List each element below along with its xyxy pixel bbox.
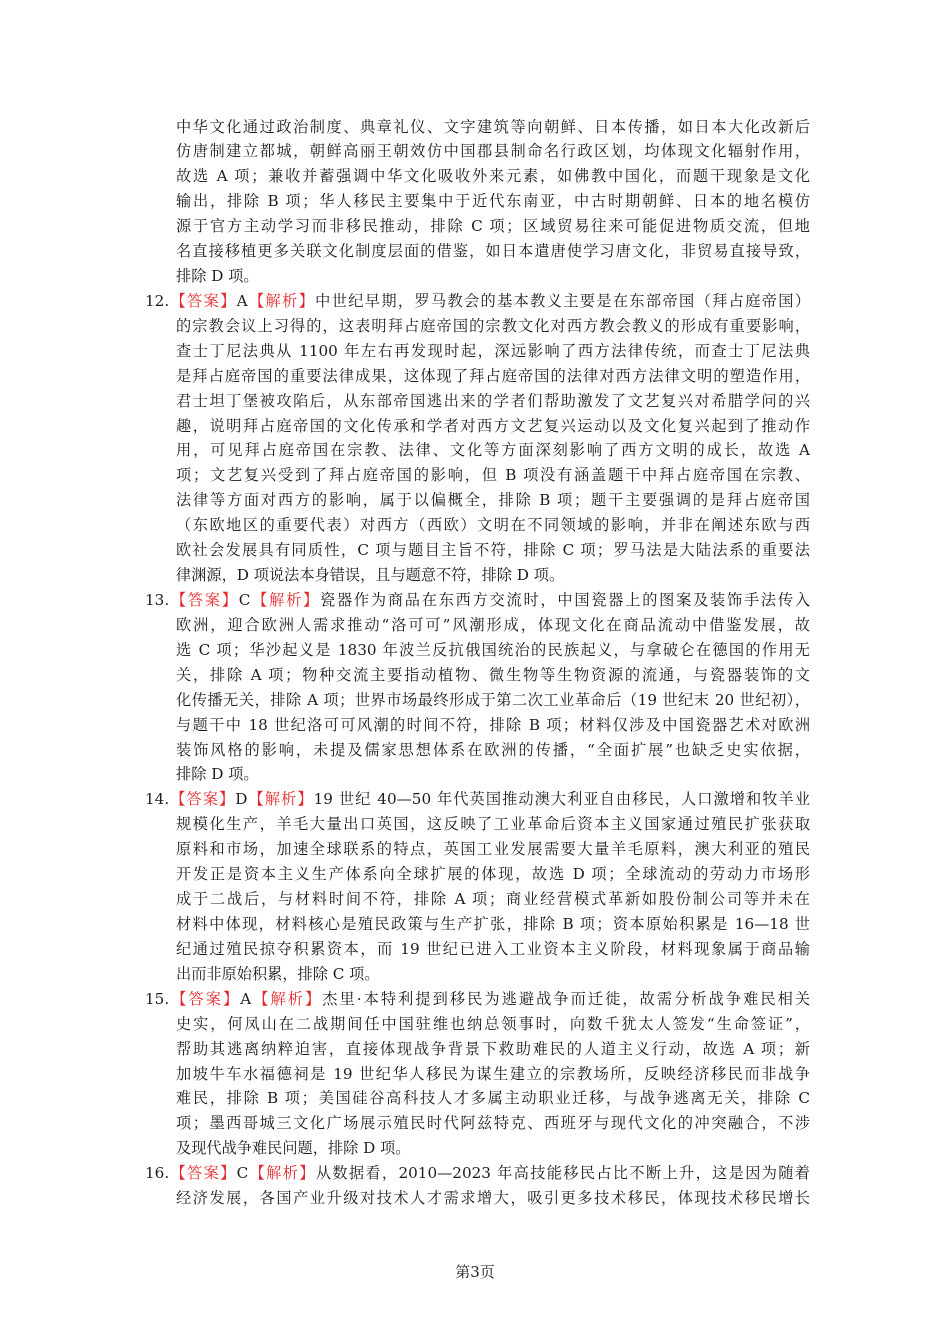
item-number: 12. — [145, 291, 170, 310]
answer-letter: C — [236, 1164, 249, 1183]
analysis-line: 史实，何凤山在二战期间任中国驻维也纳总领事时，向数千犹太人签发“生命签证”， — [176, 1014, 810, 1033]
analysis-line: 用，可见拜占庭帝国在宗教、法律、文化等方面深刻影响了西方文明的成长，故选 A — [176, 441, 810, 460]
analysis-line: 趣，说明拜占庭帝国的文化传承和学者对西方文艺复兴运动以及文化复兴起到了推动作 — [176, 416, 810, 435]
item-first-line — [145, 1161, 810, 1186]
analysis-label: 【解析】 — [248, 1164, 316, 1183]
answer-label: 【答案】 — [169, 591, 239, 610]
analysis-line: 与题干中 18 世纪洛可可风潮的时间不符，排除 B 项；材料仅涉及中国瓷器艺术对欧洲 — [176, 715, 810, 734]
answer-label: 【答案】 — [169, 790, 236, 809]
item-first-line — [145, 987, 810, 1012]
item-first-line — [145, 588, 810, 613]
answer-item-14 — [0, 787, 950, 986]
analysis-text: 19 世纪 40—50 年代英国推动澳大利亚自由移民，人口激增和牧羊业 — [313, 790, 810, 809]
analysis-line: 项；文艺复兴受到了拜占庭帝国的影响，但 B 项没有涵盖题干中拜占庭帝国在宗教、 — [176, 466, 810, 485]
analysis-line: 欧洲，迎合欧洲人需求推动“洛可可”风潮形成，体现文化在商品流动中借鉴发展，故 — [176, 615, 810, 634]
analysis-line: 选 C 项；华沙起义是 1830 年波兰反抗俄国统治的民族起义，与拿破仑在德国的作用无 — [176, 640, 810, 659]
answer-label: 【答案】 — [169, 1164, 237, 1183]
analysis-line: 是拜占庭帝国的重要法律成果，这体现了拜占庭帝国的法律对西方法律文明的塑造作用， — [176, 366, 810, 385]
analysis-line: （东欧地区的重要代表）对西方（西欧）文明在不同领域的影响，并非在阐述东欧与西 — [176, 516, 810, 535]
analysis-text: 杰里·本特利提到移民为逃避战争而迁徙，故需分析战争难民相关 — [322, 989, 810, 1008]
analysis-line: 装饰风格的影响，未提及儒家思想体系在欧洲的传播，“全面扩展”也缺乏史实依据， — [176, 740, 810, 759]
analysis-label: 【解析】 — [251, 989, 323, 1008]
item-first-line — [145, 787, 810, 812]
analysis-line: 材料中体现，材料核心是殖民政策与生产扩张，排除 B 项；资本原始积累是 16—18 世 — [176, 915, 810, 933]
analysis-line: 关，排除 A 项；物种交流主要指动植物、微生物等生物资源的流通，与瓷器装饰的文 — [176, 665, 810, 684]
analysis-line: 出而非原始积累，排除 C 项。 — [176, 964, 380, 983]
item-number: 15. — [145, 989, 170, 1008]
analysis-line: 君士坦丁堡被攻陷后，从东部帝国逃出来的学者们帮助激发了文艺复兴对希腊学问的兴 — [176, 391, 810, 410]
analysis-label: 【解析】 — [247, 790, 314, 809]
paragraph-line: 名直接移植更多关联文化制度层面的借鉴，如日本遣唐使学习唐文化，非贸易直接导致， — [176, 242, 810, 261]
item-number: 16. — [145, 1164, 170, 1183]
analysis-line: 查士丁尼法典从 1100 年左右再发现时起，深远影响了西方法律传统，而查士丁尼法典 — [176, 341, 810, 360]
analysis-line: 成于二战后，与材料时间不符，排除 A 项；商业经营模式革新如股份制公司等并未在 — [176, 890, 810, 909]
analysis-line: 帮助其逃离纳粹迫害，直接体现战争背景下救助难民的人道主义行动，故选 A 项；新 — [176, 1039, 810, 1058]
analysis-line: 律渊源，D 项说法本身错误，且与题意不符，排除 D 项。 — [176, 566, 565, 585]
item-number: 14. — [145, 790, 170, 809]
analysis-line: 及现代战争难民问题，排除 D 项。 — [176, 1139, 411, 1158]
answer-label: 【答案】 — [169, 989, 241, 1008]
answer-item-15 — [0, 987, 950, 1161]
answer-item-16 — [0, 1161, 950, 1211]
analysis-text: 从数据看，2010—2023 年高技能移民占比不断上升，这是因为随着 — [315, 1164, 810, 1183]
analysis-text: 中世纪早期，罗马教会的基本教义主要是在东部帝国（拜占庭帝国） — [315, 291, 810, 310]
paragraph-line: 仿唐制建立都城，朝鲜高丽王朝效仿中国郡县制命名行政区划，均体现文化辐射作用， — [176, 142, 810, 161]
analysis-line: 经济发展，各国产业升级对技术人才需求增大，吸引更多技术移民，体现技术移民增长 — [176, 1189, 810, 1208]
answer-letter: C — [238, 591, 251, 610]
analysis-text: 瓷器作为商品在东西方交流时，中国瓷器上的图案及装饰手法传入 — [320, 591, 810, 610]
answer-letter: A — [240, 989, 252, 1008]
paragraph-line: 中华文化通过政治制度、典章礼仪、文字建筑等向朝鲜、日本传播，如日本大化改新后 — [176, 117, 810, 136]
paragraph-line: 输出，排除 B 项；华人移民主要集中于近代东南亚，中古时期朝鲜、日本的地名模仿 — [176, 192, 810, 211]
answer-item-12 — [0, 289, 950, 588]
analysis-line: 法律等方面对西方的影响，属于以偏概全，排除 B 项；题干主要强调的是拜占庭帝国 — [176, 491, 810, 510]
continued-paragraph — [0, 115, 950, 289]
answer-label: 【答案】 — [169, 291, 237, 310]
answer-item-13 — [0, 588, 950, 787]
analysis-line: 化传播无关，排除 A 项；世界市场最终形成于第二次工业革命后（19 世纪末 20 世纪初）， — [176, 690, 810, 709]
analysis-label: 【解析】 — [250, 591, 320, 610]
analysis-line: 的宗教会议上习得的，这表明拜占庭帝国的宗教文化对西方教会教义的形成有重要影响， — [176, 316, 810, 335]
analysis-line: 加坡牛车水福德祠是 19 世纪华人移民为谋生建立的宗教场所，反映经济移民而非战争 — [176, 1064, 810, 1083]
analysis-line: 原料和市场，加速全球联系的特点，英国工业发展需要大量羊毛原料，澳大利亚的殖民 — [176, 840, 810, 859]
analysis-line: 欧社会发展具有同质性，C 项与题目主旨不符，排除 C 项；罗马法是大陆法系的重要法 — [176, 541, 810, 560]
answer-letter: A — [236, 291, 248, 310]
analysis-line: 项；墨西哥城三文化广场展示殖民时代阿兹特克、西班牙与现代文化的冲突融合，不涉 — [176, 1114, 810, 1133]
analysis-line: 规模化生产，羊毛大量出口英国，这反映了工业革命后资本主义国家通过殖民扩张获取 — [176, 815, 810, 834]
paragraph-line: 源于官方主动学习而非移民推动，排除 C 项；区域贸易往来可能促进物质交流，但地 — [176, 217, 810, 236]
item-first-line — [145, 289, 810, 314]
analysis-line: 排除 D 项。 — [176, 765, 259, 784]
answer-explanations — [0, 115, 950, 1212]
page-number: 第3页 — [455, 1263, 495, 1281]
paragraph-line: 故选 A 项；兼收并蓄强调中华文化吸收外来元素，如佛教中国化，而题干现象是文化 — [176, 167, 810, 186]
analysis-label: 【解析】 — [247, 291, 316, 310]
answer-letter: D — [235, 790, 248, 809]
paragraph-line: 排除 D 项。 — [176, 267, 259, 286]
analysis-line: 难民，排除 B 项；美国硅谷高科技人才多属主动职业迁移，与战争逃离无关，排除 C — [176, 1089, 810, 1108]
item-number: 13. — [145, 591, 170, 610]
analysis-line: 纪通过殖民掠夺积累资本，而 19 世纪已进入工业资本主义阶段，材料现象属于商品输 — [176, 939, 810, 958]
analysis-line: 开发正是资本主义生产体系向全球扩展的体现，故选 D 项；全球流动的劳动力市场形 — [176, 865, 810, 884]
